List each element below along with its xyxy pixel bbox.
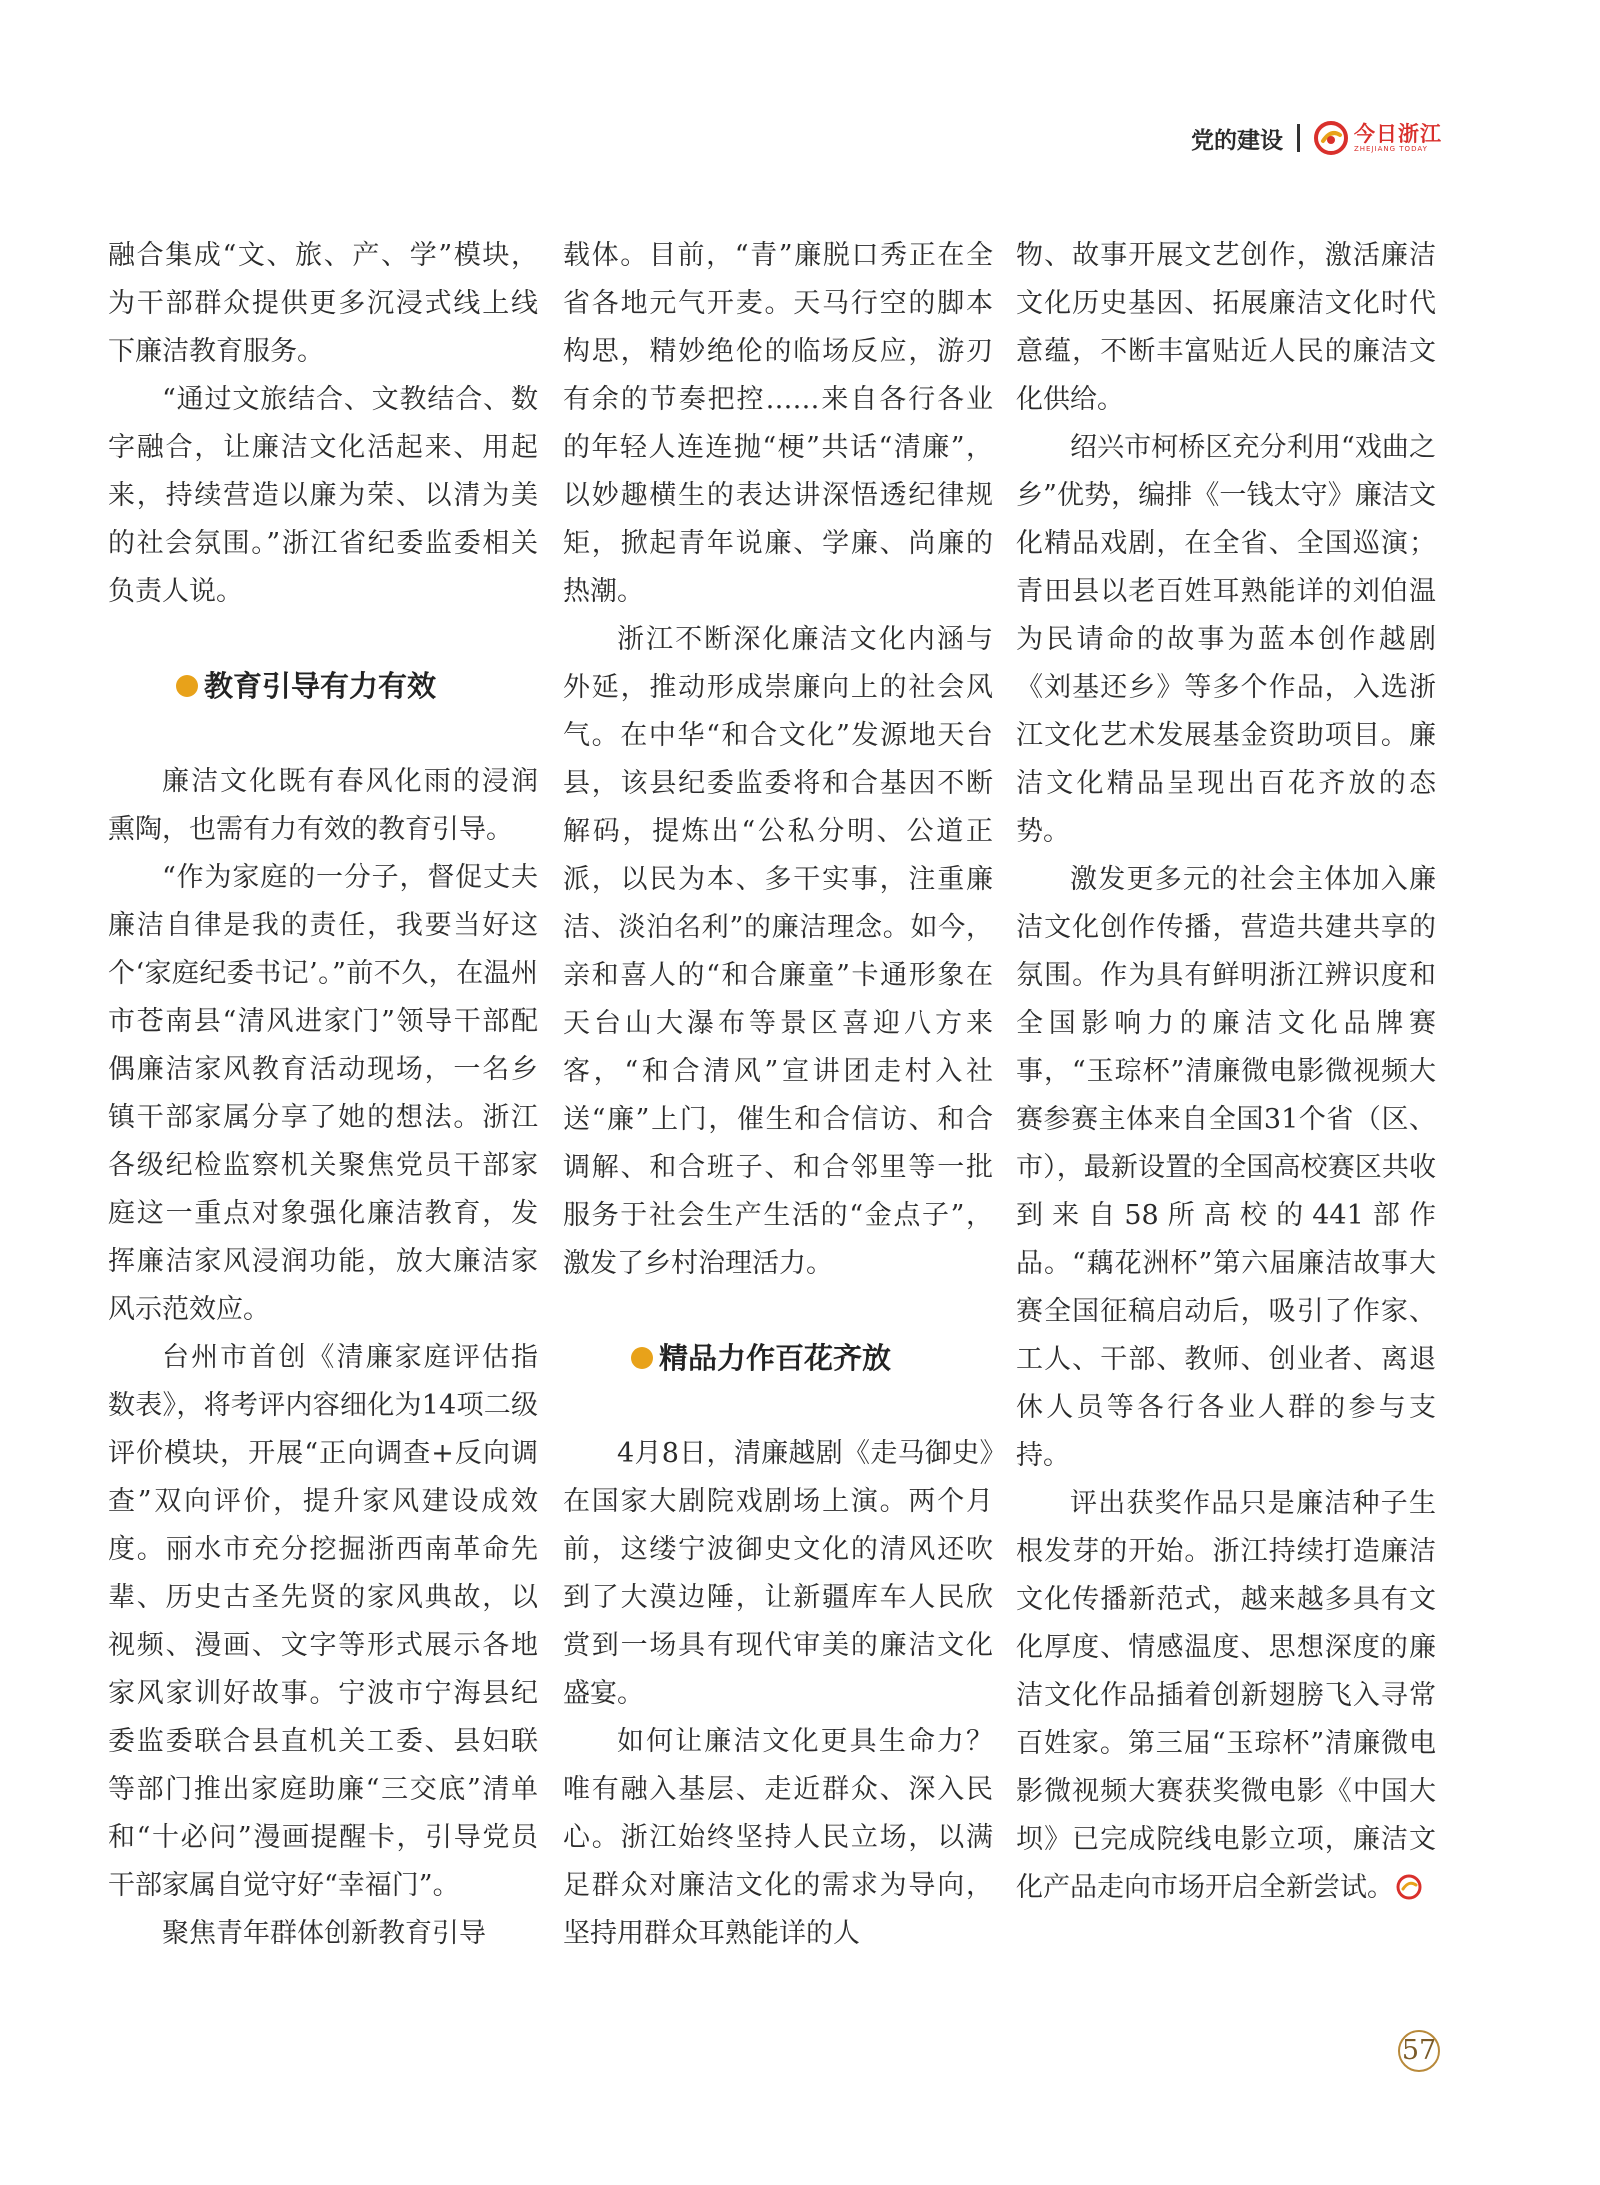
paragraph: 载体。目前，“青”廉脱口秀正在全省各地元气开麦。天马行空的脚本构思，精妙绝伦的临场反应，游刃有余的节奏把控……来自各行各业的年轻人连连抛“梗”共话“清廉”，以妙趣横生的表达讲深悟透纪律规矩，掀起青年说廉、学廉、尚廉的热潮。 [563, 240, 993, 607]
paragraph: 融合集成“文、旅、产、学”模块，为干部群众提供更多沉浸式线上线下廉洁教育服务。 [108, 240, 538, 367]
section-heading-text: 教育引导有力有效 [204, 669, 437, 703]
logo-english-text: ZHEJIANG TODAY [1354, 145, 1428, 153]
text-column-3 [1016, 232, 1436, 1912]
paragraph: 台州市首创《清廉家庭评估指数表》，将考评内容细化为14项二级评价模块，开展“正向调查+反向调查”双向评价，提升家风建设成效度。丽水市充分挖掘浙西南革命先辈、历史古圣先贤的家风典故，以视频、漫画、文字等形式展示各地家风家训好故事。宁波市宁海县纪委监委联合县直机关工委、县妇联等部门推出家庭助廉“三交底”清单和“十必问”漫画提醒卡，引导党员干部家属自觉守好“幸福门”。 [108, 1342, 538, 1901]
header-divider [1297, 124, 1300, 152]
paragraph-final [1016, 1480, 1436, 1912]
paragraph: 物、故事开展文艺创作，激活廉洁文化历史基因、拓展廉洁文化时代意蕴，不断丰富贴近人民的廉洁文化供给。 [1016, 240, 1436, 415]
logo-swirl-icon [1314, 121, 1348, 155]
section-heading-education [176, 662, 538, 710]
section-heading-text: 精品力作百花齐放 [659, 1341, 892, 1375]
page-number: 57 [1398, 2030, 1440, 2072]
section-heading-works [631, 1334, 993, 1382]
section-title: 党的建设 [1191, 127, 1283, 154]
paragraph: 4月8日，清廉越剧《走马御史》在国家大剧院戏剧场上演。两个月前，这缕宁波御史文化的清风还吹到了大漠边陲，让新疆库车人民欣赏到一场具有现代审美的廉洁文化盛宴。 [563, 1438, 993, 1709]
paragraph: “作为家庭的一分子，督促丈夫廉洁自律是我的责任，我要当好这个‘家庭纪委书记’。”前不久，在温州市苍南县“清风进家门”领导干部配偶廉洁家风教育活动现场，一名乡镇干部家属分享了她的想法。浙江各级纪检监察机关聚焦党员干部家庭这一重点对象强化廉洁教育，发挥廉洁家风浸润功能，放大廉洁家风示范效应。 [108, 862, 538, 1325]
paragraph: 如何让廉洁文化更具生命力？唯有融入基层、走近群众、深入民心。浙江始终坚持人民立场，以满足群众对廉洁文化的需求为导向，坚持用群众耳熟能详的人 [563, 1726, 993, 1949]
paragraph-text: 评出获奖作品只是廉洁种子生根发芽的开始。浙江持续打造廉洁文化传播新范式，越来越多具有文化厚度、情感温度、思想深度的廉洁文化作品插着创新翅膀飞入寻常百姓家。第三届“玉琮杯”清廉微电影微视频大赛获奖微电影《中国大坝》已完成院线电影立项，廉洁文化产品走向市场开启全新尝试。 [1016, 1488, 1436, 1903]
paragraph: 浙江不断深化廉洁文化内涵与外延，推动形成崇廉向上的社会风气。在中华“和合文化”发源地天台县，该县纪委监委将和合基因不断解码，提炼出“公私分明、公道正派，以民为本、多干实事，注重廉洁、淡泊名利”的廉洁理念。如今，亲和喜人的“和合廉童”卡通形象在天台山大瀑布等景区喜迎八方来客，“和合清风”宣讲团走村入社送“廉”上门，催生和合信访、和合调解、和合班子、和合邻里等一批服务于社会生产生活的“金点子”，激发了乡村治理活力。 [563, 624, 993, 1279]
end-mark-icon [1396, 1874, 1422, 1900]
page-header [1191, 118, 1442, 158]
paragraph: 绍兴市柯桥区充分利用“戏曲之乡”优势，编排《一钱太守》廉洁文化精品戏剧，在全省、全国巡演；青田县以老百姓耳熟能详的刘伯温为民请命的故事为蓝本创作越剧《刘基还乡》等多个作品，入选浙江文化艺术发展基金资助项目。廉洁文化精品呈现出百花齐放的态势。 [1016, 432, 1436, 847]
paragraph: 激发更多元的社会主体加入廉洁文化创作传播，营造共建共享的氛围。作为具有鲜明浙江辨识度和全国影响力的廉洁文化品牌赛事，“玉琮杯”清廉微电影微视频大赛参赛主体来自全国31个省（区、市），最新设置的全国高校赛区共收到来自58所高校的441部作品。“藕花洲杯”第六届廉洁故事大赛全国征稿启动后，吸引了作家、工人、干部、教师、创业者、离退休人员等各行各业人群的参与支持。 [1016, 864, 1436, 1471]
text-column-2 [563, 232, 993, 1958]
paragraph: 聚焦青年群体创新教育引导 [162, 1918, 486, 1949]
paragraph: “通过文旅结合、文教结合、数字融合，让廉洁文化活起来、用起来，持续营造以廉为荣、以清为美的社会氛围。”浙江省纪委监委相关负责人说。 [108, 384, 538, 607]
magazine-logo [1314, 121, 1442, 155]
bullet-dot-icon [631, 1347, 653, 1369]
bullet-dot-icon [176, 675, 198, 697]
text-column-1 [108, 232, 538, 1958]
logo-chinese-text: 今日浙江 [1354, 121, 1442, 146]
paragraph: 廉洁文化既有春风化雨的浸润熏陶，也需有力有效的教育引导。 [108, 766, 538, 845]
